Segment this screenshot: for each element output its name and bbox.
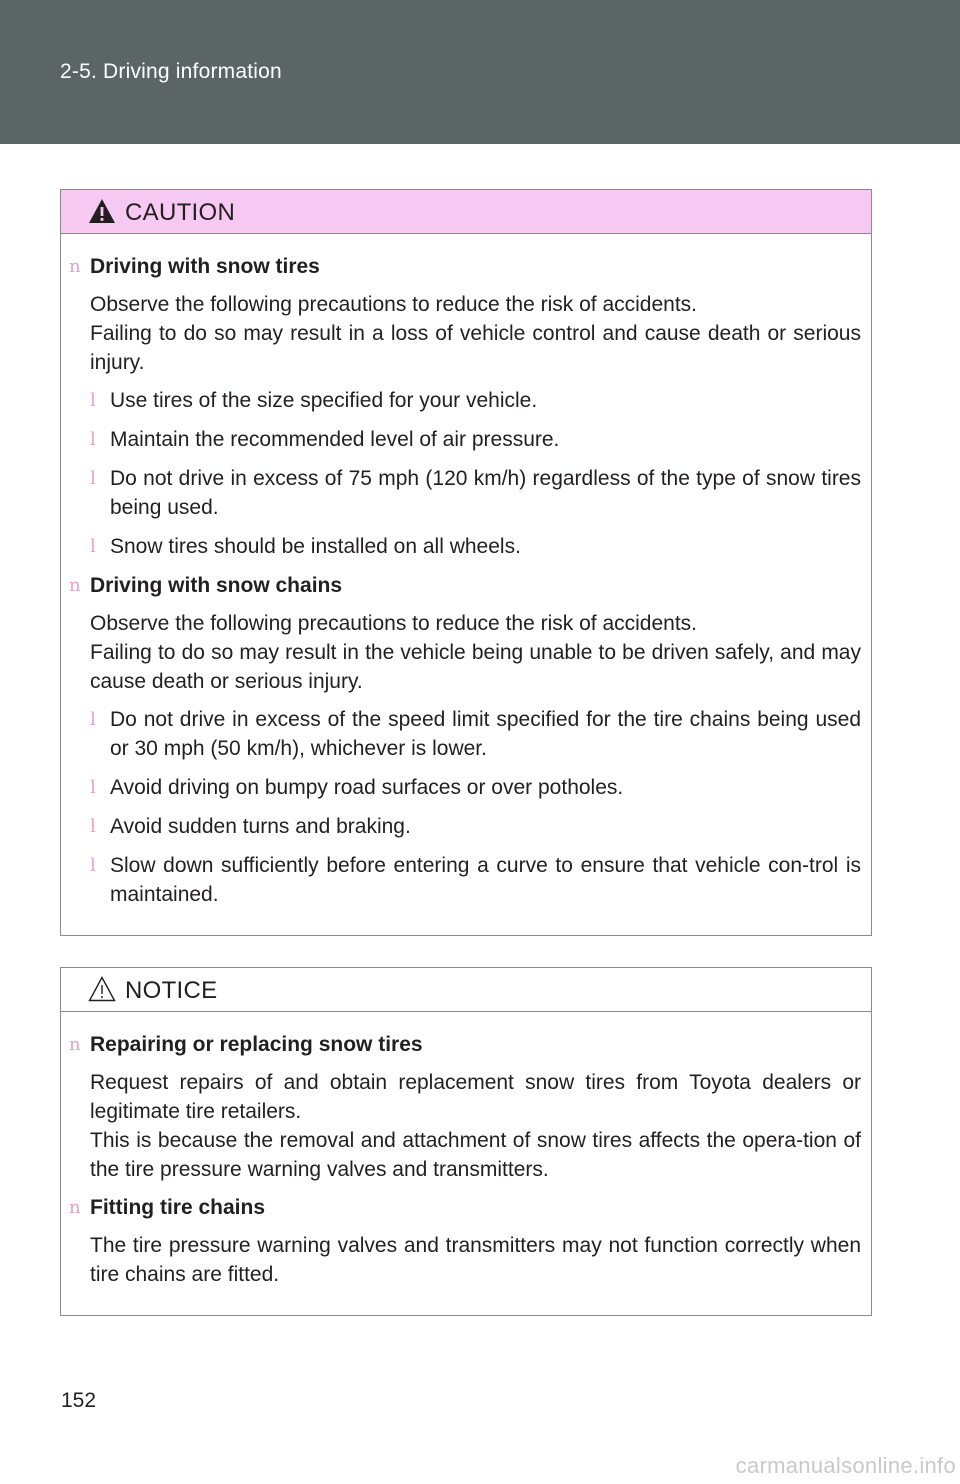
notice-body — [61, 1012, 871, 1289]
list-item: l Maintain the recommended level of air pressure. — [110, 425, 861, 454]
list-item: l Avoid driving on bumpy road surfaces or over potholes. — [110, 773, 861, 802]
caution-body — [61, 234, 871, 909]
section-marker: n — [69, 1197, 81, 1218]
bullet-marker: l — [90, 816, 96, 837]
caution-section-title: n Driving with snow tires — [69, 252, 861, 281]
caution-box — [60, 189, 872, 936]
warning-filled-icon — [87, 197, 117, 225]
paragraph: Observe the following precautions to reduce the risk of accidents. — [90, 612, 697, 635]
section-marker: n — [69, 1034, 81, 1055]
header-bar — [0, 0, 960, 144]
list-item: l Do not drive in excess of 75 mph (120 km/h) regardless of the type of snow tires being used. — [110, 464, 861, 522]
list-item: l Snow tires should be installed on all wheels. — [110, 532, 861, 561]
notice-header — [61, 968, 871, 1012]
bullet-marker: l — [90, 536, 96, 557]
paragraph: Failing to do so may result in the vehicle being unable to be driven safely, and may cause death or serious injury. — [90, 641, 861, 693]
notice-section-title: n Fitting tire chains — [69, 1193, 861, 1222]
list-item: l Slow down sufficiently before entering a curve to ensure that vehicle con-trol is maintained. — [110, 851, 861, 909]
section-marker: n — [69, 575, 81, 596]
bullet-marker: l — [90, 777, 96, 798]
list-item: l Use tires of the size specified for your vehicle. — [110, 386, 861, 415]
list-item: l Do not drive in excess of the speed limit specified for the tire chains being used or 30 mph (50 km/h), whichever is lower. — [110, 705, 861, 763]
notice-section-title: n Repairing or replacing snow tires — [69, 1030, 861, 1059]
caution-section-title: n Driving with snow chains — [69, 571, 861, 600]
page-number: 152 — [61, 1389, 97, 1412]
bullet-marker: l — [90, 709, 96, 730]
paragraph: This is because the removal and attachment of snow tires affects the opera-tion of the tire pressure warning valves and transmitters. — [90, 1129, 861, 1181]
list-item: l Avoid sudden turns and braking. — [110, 812, 861, 841]
notice-box — [60, 967, 872, 1316]
bullet-marker: l — [90, 390, 96, 411]
warning-outline-icon — [87, 975, 117, 1003]
paragraph: Failing to do so may result in a loss of vehicle control and cause death or serious injury. — [90, 322, 861, 374]
watermark: carmanualsonline.info — [735, 1453, 956, 1478]
bullet-marker: l — [90, 468, 96, 489]
paragraph: The tire pressure warning valves and transmitters may not function correctly when tire chains are fitted. — [90, 1234, 861, 1286]
caution-label: CAUTION — [125, 199, 236, 226]
bullet-marker: l — [90, 855, 96, 876]
notice-label: NOTICE — [125, 977, 218, 1004]
paragraph: Observe the following precautions to reduce the risk of accidents. — [90, 293, 697, 316]
section-marker: n — [69, 256, 81, 277]
caution-header — [61, 190, 871, 234]
section-title: 2-5. Driving information — [60, 60, 282, 83]
paragraph: Request repairs of and obtain replacement snow tires from Toyota dealers or legitimate tire retailers. — [90, 1071, 861, 1123]
bullet-marker: l — [90, 429, 96, 450]
